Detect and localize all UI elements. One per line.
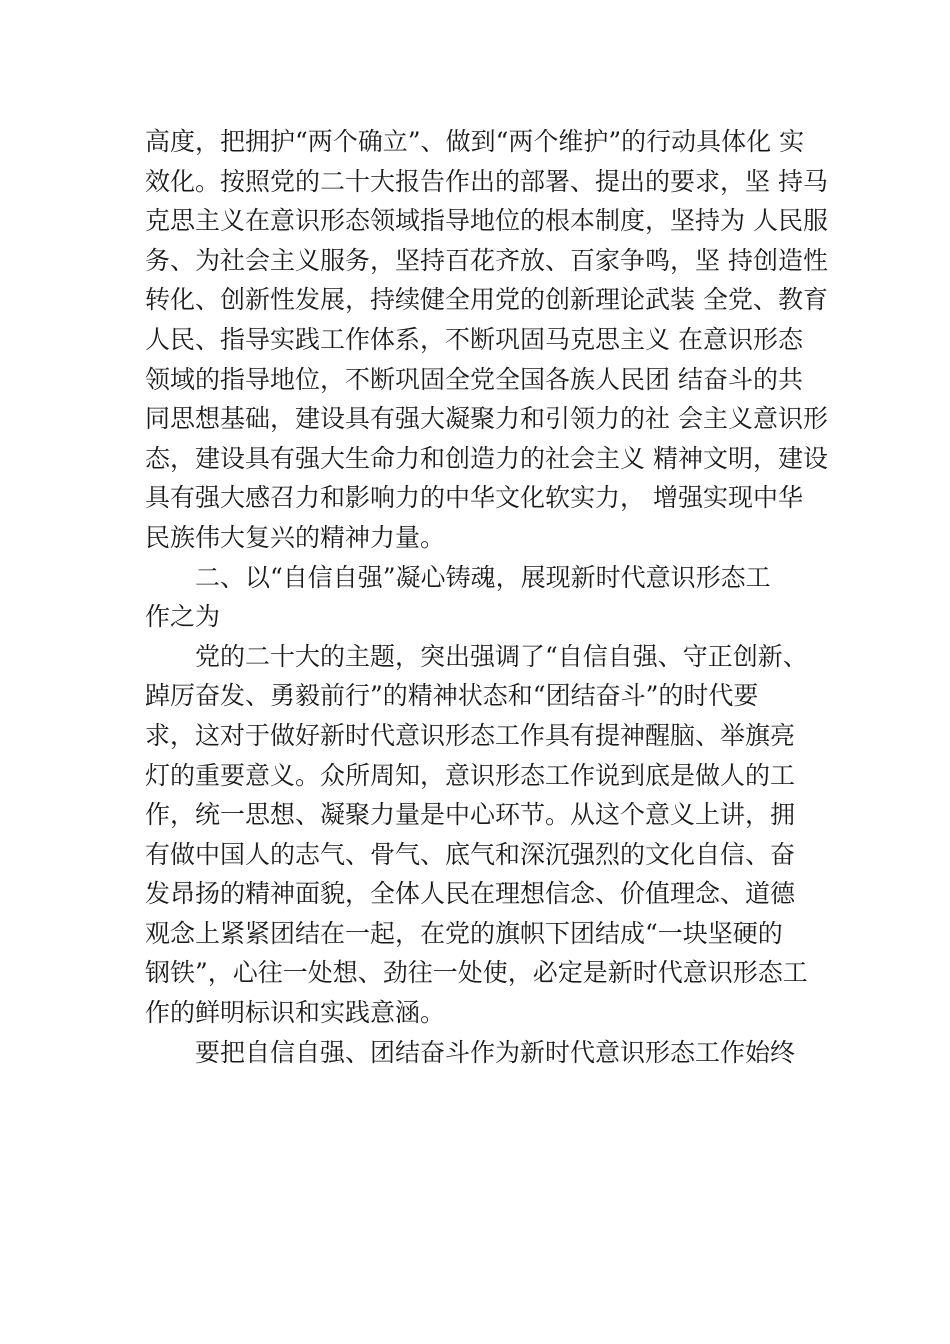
- text-line: 作的鲜明标识和实践意涵。: [145, 998, 446, 1028]
- text-line: 有做中国人的志气、骨气、底气和深沉强烈的文化自信、奋: [145, 839, 796, 869]
- text-line: 踔厉奋发、勇毅前行”的精神状态和“团结奋斗”的时代要: [145, 681, 759, 711]
- text-line: 人民、指导实践工作体系，不断巩固马克思主义 在意识形态: [145, 324, 803, 354]
- text-line: 作，统一思想、凝聚力量是中心环节。从这个意义上讲，拥: [145, 800, 796, 830]
- text-line: 态，建设具有强大生命力和创造力的社会主义 精神文明，建设: [145, 443, 828, 473]
- text-line: 灯的重要意义。众所周知，意识形态工作说到底是做人的工: [145, 760, 796, 790]
- text-line: 观念上紧紧团结在一起，在党的旗帜下团结成“一块坚硬的: [145, 918, 783, 948]
- text-line: 同思想基础，建设具有强大凝聚力和引领力的社 会主义意识形: [145, 404, 828, 434]
- section-heading-line: 作之为: [145, 602, 221, 632]
- body-text: [145, 122, 835, 1072]
- text-line: 克思主义在意识形态领域指导地位的根本制度，坚持为 人民服: [145, 206, 828, 236]
- text-line: 领域的指导地位，不断巩固全党全国各族人民团 结奋斗的共: [145, 364, 803, 394]
- section-heading-line: 二、以“自信自强”凝心铸魂，展现新时代意识形态工: [195, 562, 771, 592]
- text-line: 具有强大感召力和影响力的中华文化软实力， 增强实现中华: [145, 483, 803, 513]
- text-line: 高度，把拥护“两个确立”、做到“两个维护”的行动具体化 实: [145, 127, 805, 156]
- text-line: 钢铁”，心往一处想、劲往一处使，必定是新时代意识形态工: [145, 958, 808, 988]
- text-line: 要把自信自强、团结奋斗作为新时代意识形态工作始终: [195, 1037, 796, 1067]
- text-line: 民族伟大复兴的精神力量。: [145, 522, 446, 552]
- text-line: 发昂扬的精神面貌，全体人民在理想信念、价值理念、道德: [145, 879, 796, 909]
- text-line: 效化。按照党的二十大报告作出的部署、提出的要求，坚 持马: [145, 166, 828, 196]
- text-line: 党的二十大的主题，突出强调了“自信自强、守正创新、: [195, 641, 808, 671]
- text-line: 务、为社会主义服务，坚持百花齐放、百家争鸣，坚 持创造性: [145, 245, 828, 275]
- text-line: 转化、创新性发展，持续健全用党的创新理论武装 全党、教育: [145, 285, 828, 315]
- text-line: 求，这对于做好新时代意识形态工作具有提神醒脑、举旗亮: [145, 720, 796, 750]
